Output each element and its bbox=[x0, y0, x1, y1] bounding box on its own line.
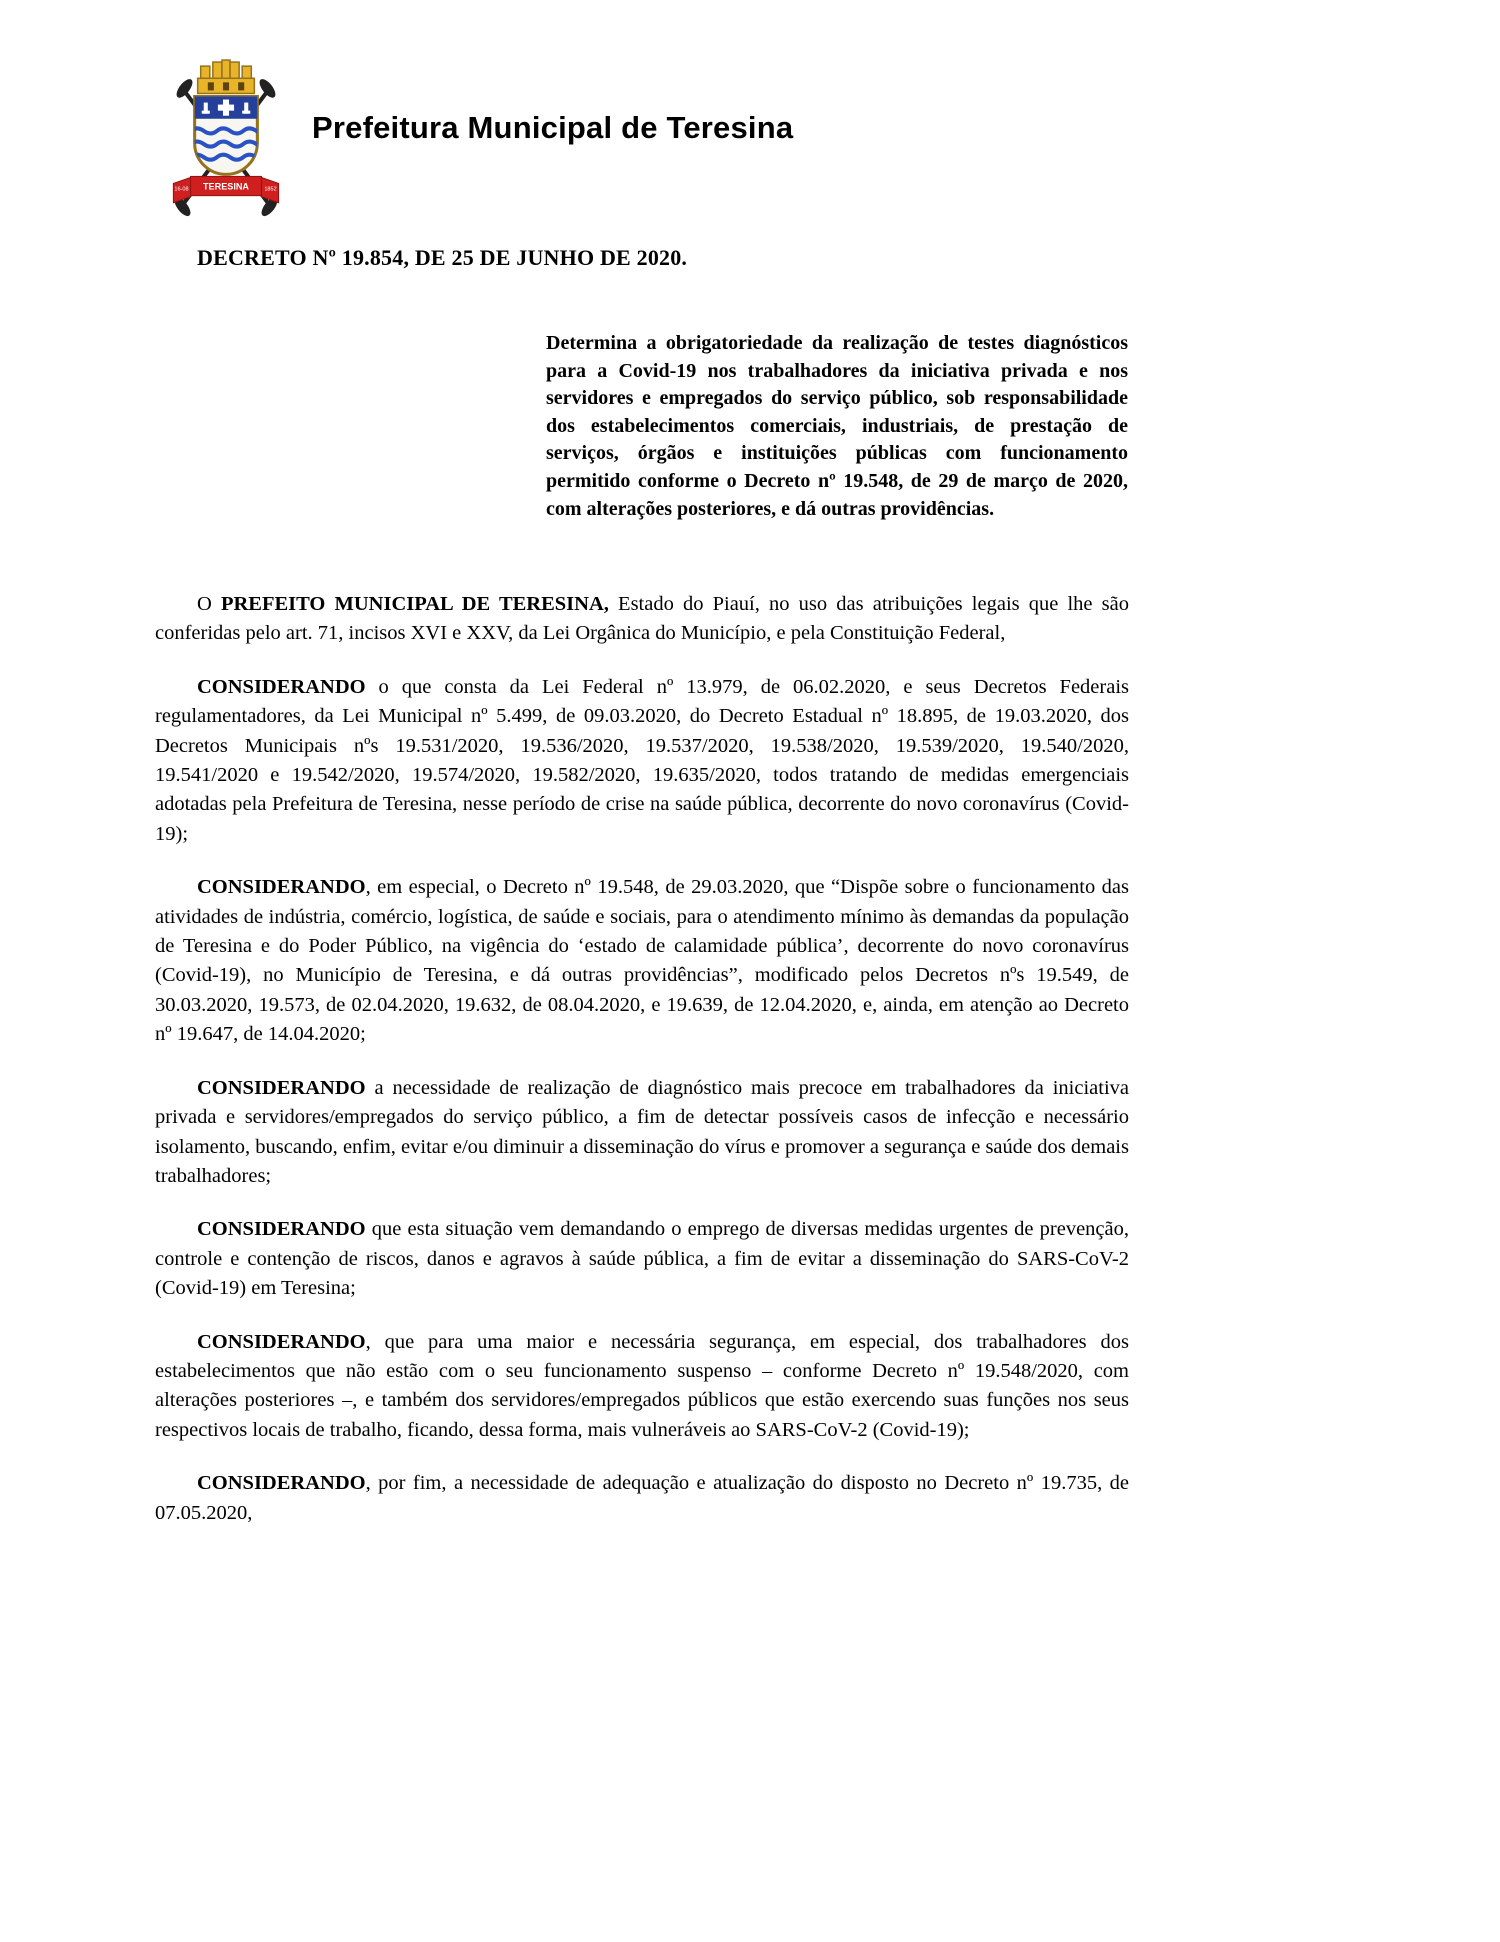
paragraph-lead: CONSIDERANDO bbox=[197, 876, 366, 899]
paragraph-considerando-5 bbox=[155, 1328, 1129, 1446]
paragraph-text: O bbox=[197, 593, 221, 615]
crest-banner-left-text: 16-08 bbox=[174, 186, 189, 193]
decree-summary: Determina a obrigatoriedade da realização de testes diagnósticos para a Covid-19 nos trabalhadores da iniciativa privada e nos servidores e empregados do serviço público, sob responsabilidade dos estabelecimentos comerciais, industriais, de prestação de serviços, órgãos e instituições públicas com funcionamento permitido conforme o Decreto nº 19.548, de 29 de março de 2020, com alterações posteriores, e dá outras providências. bbox=[546, 332, 1128, 520]
decree-body bbox=[155, 590, 1129, 1552]
paragraph-text: , que para uma maior e necessária segurança, em especial, dos trabalhadores dos estabelecimentos que não estão com o seu funcionamento suspenso – conforme Decreto nº 19.548/2020, com alterações posteriores –, e também dos servidores/empregados públicos que estão exercendo suas funções nos seus respectivos locais de trabalho, ficando, dessa forma, mais vulneráveis ao SARS-CoV-2 (Covid-19); bbox=[155, 1330, 1129, 1441]
paragraph-considerando-3 bbox=[155, 1074, 1129, 1192]
paragraph-text: , em especial, o Decreto nº 19.548, de 29.03.2020, que “Dispõe sobre o funcionamento das atividades de indústria, comércio, logística, de saúde e sociais, para o atendimento mínimo às demandas da população de Teresina e do Poder Público, na vigência do ‘estado de calamidade pública’, decorrente do novo coronavírus (Covid-19), no Município de Teresina, e dá outras providências”, modificado pelos Decretos nºs 19.549, de 30.03.2020, 19.573, de 02.04.2020, 19.632, de 08.04.2020, e 19.639, de 12.04.2020, e, ainda, em atenção ao Decreto nº 19.647, de 14.04.2020; bbox=[155, 876, 1129, 1046]
paragraph-lead: CONSIDERANDO bbox=[197, 1076, 366, 1099]
paragraph-text: o que consta da Lei Federal nº 13.979, de 06.02.2020, e seus Decretos Federais regulamentadores, da Lei Municipal nº 5.499, de 09.03.2020, do Decreto Estadual nº 18.895, de 19.03.2020, dos Decretos Municipais nºs 19.531/2020, 19.536/2020, 19.537/2020, 19.538/2020, 19.539/2020, 19.540/2020, 19.541/2020 e 19.542/2020, 19.574/2020, 19.582/2020, 19.635/2020, todos tratando de medidas emergenciais adotadas pela Prefeitura de Teresina, nesse período de crise na saúde pública, decorrente do novo coronavírus (Covid-19); bbox=[155, 675, 1129, 845]
paragraph-lead: CONSIDERANDO bbox=[197, 1218, 366, 1241]
paragraph-text: , por fim, a necessidade de adequação e atualização do disposto no Decreto nº 19.735, de 07.05.2020, bbox=[155, 1472, 1129, 1524]
paragraph-text: que esta situação vem demandando o emprego de diversas medidas urgentes de prevenção, controle e contenção de riscos, danos e agravos à saúde pública, a fim de evitar a disseminação do SARS-CoV-2 (Covid-19) em Teresina; bbox=[155, 1218, 1129, 1300]
paragraph-considerando-2 bbox=[155, 873, 1129, 1049]
paragraph-lead: CONSIDERANDO bbox=[197, 1472, 366, 1495]
crest-banner-text: TERESINA bbox=[203, 181, 249, 192]
paragraph-lead: CONSIDERANDO bbox=[197, 675, 366, 698]
paragraph-lead: PREFEITO MUNICIPAL DE TERESINA, bbox=[220, 593, 609, 615]
paragraph-considerando-4 bbox=[155, 1215, 1129, 1303]
paragraph-text: Estado do Piauí, no uso das atribuições legais que lhe são conferidas pelo art. 71, incisos XVI e XXV, da Lei Orgânica do Município, e pela Constituição Federal, bbox=[155, 593, 1129, 645]
paragraph-considerando-6 bbox=[155, 1469, 1129, 1528]
paragraph-considerando-1 bbox=[155, 673, 1129, 849]
decree-title: DECRETO Nº 19.854, DE 25 DE JUNHO DE 2020. bbox=[197, 245, 688, 270]
teresina-coat-of-arms-icon bbox=[160, 54, 292, 226]
paragraph-lead: CONSIDERANDO bbox=[197, 1330, 366, 1353]
paragraph-preamble bbox=[155, 590, 1129, 649]
organization-name: Prefeitura Municipal de Teresina bbox=[312, 110, 794, 145]
crest-banner-right-text: 1852 bbox=[264, 186, 277, 193]
paragraph-text: a necessidade de realização de diagnóstico mais precoce em trabalhadores da iniciativa privada e servidores/empregados do serviço público, a fim de detectar possíveis casos de infecção e necessário isolamento, buscando, enfim, evitar e/ou diminuir a disseminação do vírus e promover a segurança e saúde dos demais trabalhadores; bbox=[155, 1076, 1129, 1187]
